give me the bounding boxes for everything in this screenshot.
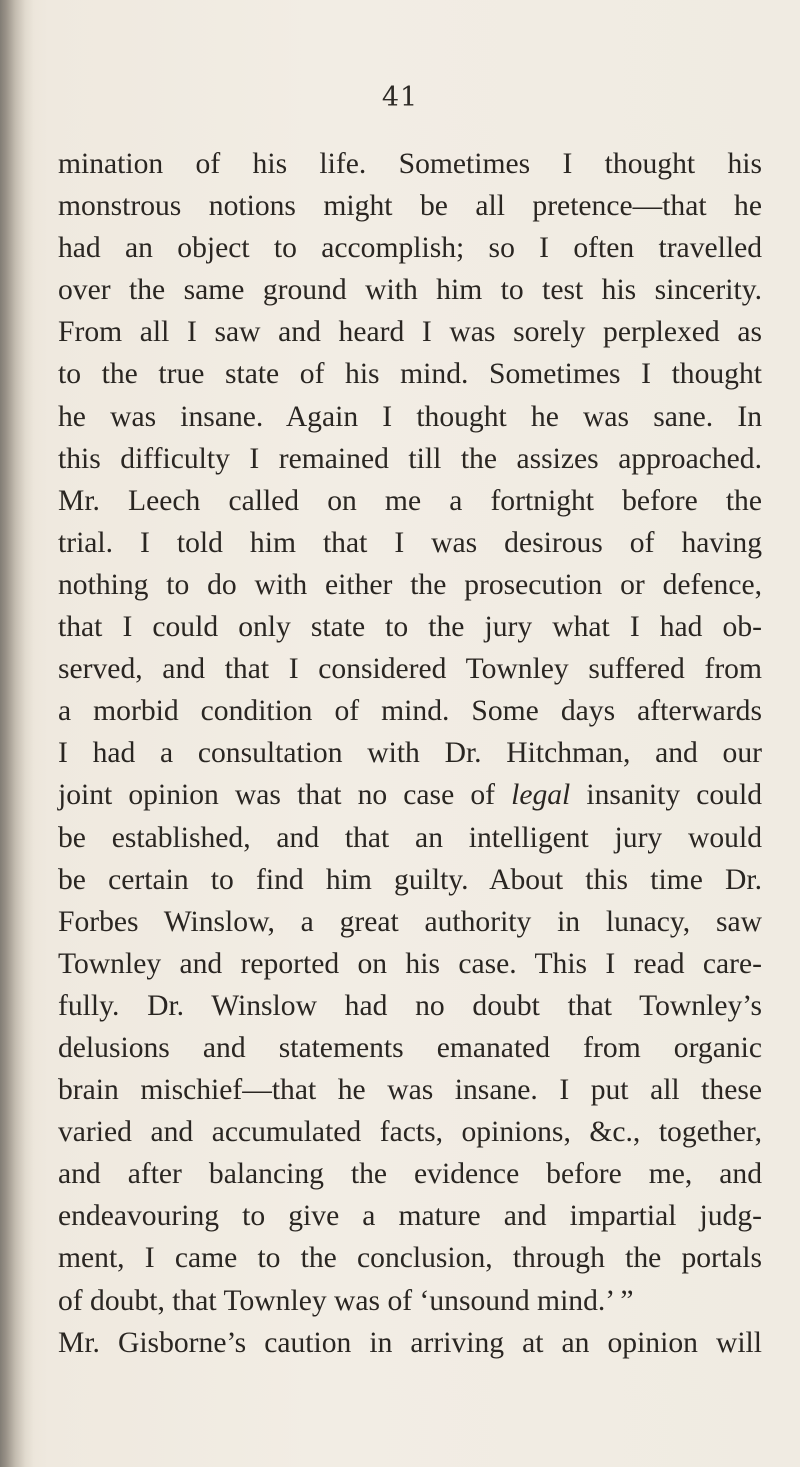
text-line: delusions and statements emanated from organic: [58, 1031, 762, 1064]
page-binding-edge: [0, 0, 34, 1467]
text-line: Mr. Gisborne’s caution in arriving at an opinion will: [58, 1326, 762, 1359]
text-line: and after balancing the evidence before me, and: [58, 1158, 762, 1191]
text-line: fully. Dr. Winslow had no doubt that Townley’s: [58, 989, 762, 1022]
text-line: endeavouring to give a mature and impartial judg-: [58, 1200, 762, 1233]
text-line: this difficulty I remained till the assizes approached.: [58, 442, 762, 475]
text-line: be certain to find him guilty. About this time Dr.: [58, 863, 762, 896]
page-number: 41: [381, 82, 419, 113]
text-line-with-italic: [58, 774, 762, 816]
text-line: that I could only state to the jury what I had ob-: [58, 611, 762, 644]
text-line: a morbid condition of mind. Some days afterwards: [58, 695, 762, 728]
text-line: he was insane. Again I thought he was sane. In: [58, 400, 762, 433]
text-line: had an object to accomplish; so I often travelled: [58, 232, 762, 265]
text-segment: insanity could: [570, 779, 762, 812]
text-line: Forbes Winslow, a great authority in lunacy, saw: [58, 905, 762, 938]
text-line: ment, I came to the conclusion, through the portals: [58, 1242, 762, 1275]
text-line: to the true state of his mind. Sometimes I thought: [58, 358, 762, 391]
text-line: brain mischief—that he was insane. I put all these: [58, 1074, 762, 1107]
body-text: [58, 143, 762, 1364]
text-line: monstrous notions might be all pretence—that he: [58, 190, 762, 223]
text-segment: joint opinion was that no case of: [58, 779, 512, 812]
text-line: over the same ground with him to test his sincerity.: [58, 274, 762, 307]
text-line: mination of his life. Sometimes I thought his: [58, 148, 762, 180]
text-line: served, and that I considered Townley suffered from: [58, 653, 762, 686]
text-line: I had a consultation with Dr. Hitchman, and our: [58, 737, 762, 770]
text-line: Townley and reported on his case. This I read care-: [58, 947, 762, 980]
italic-word-legal: legal: [511, 779, 571, 812]
text-line: be established, and that an intelligent jury would: [58, 821, 762, 854]
text-line: trial. I told him that I was desirous of having: [58, 526, 762, 559]
text-line: of doubt, that Townley was of ‘unsound mind.’ ”: [58, 1284, 634, 1317]
text-line: varied and accumulated facts, opinions, &c., together,: [58, 1116, 762, 1149]
text-line: Mr. Leech called on me a fortnight before the: [58, 484, 762, 517]
text-line: From all I saw and heard I was sorely perplexed as: [58, 316, 762, 349]
text-line: nothing to do with either the prosecution or defence,: [58, 568, 762, 601]
